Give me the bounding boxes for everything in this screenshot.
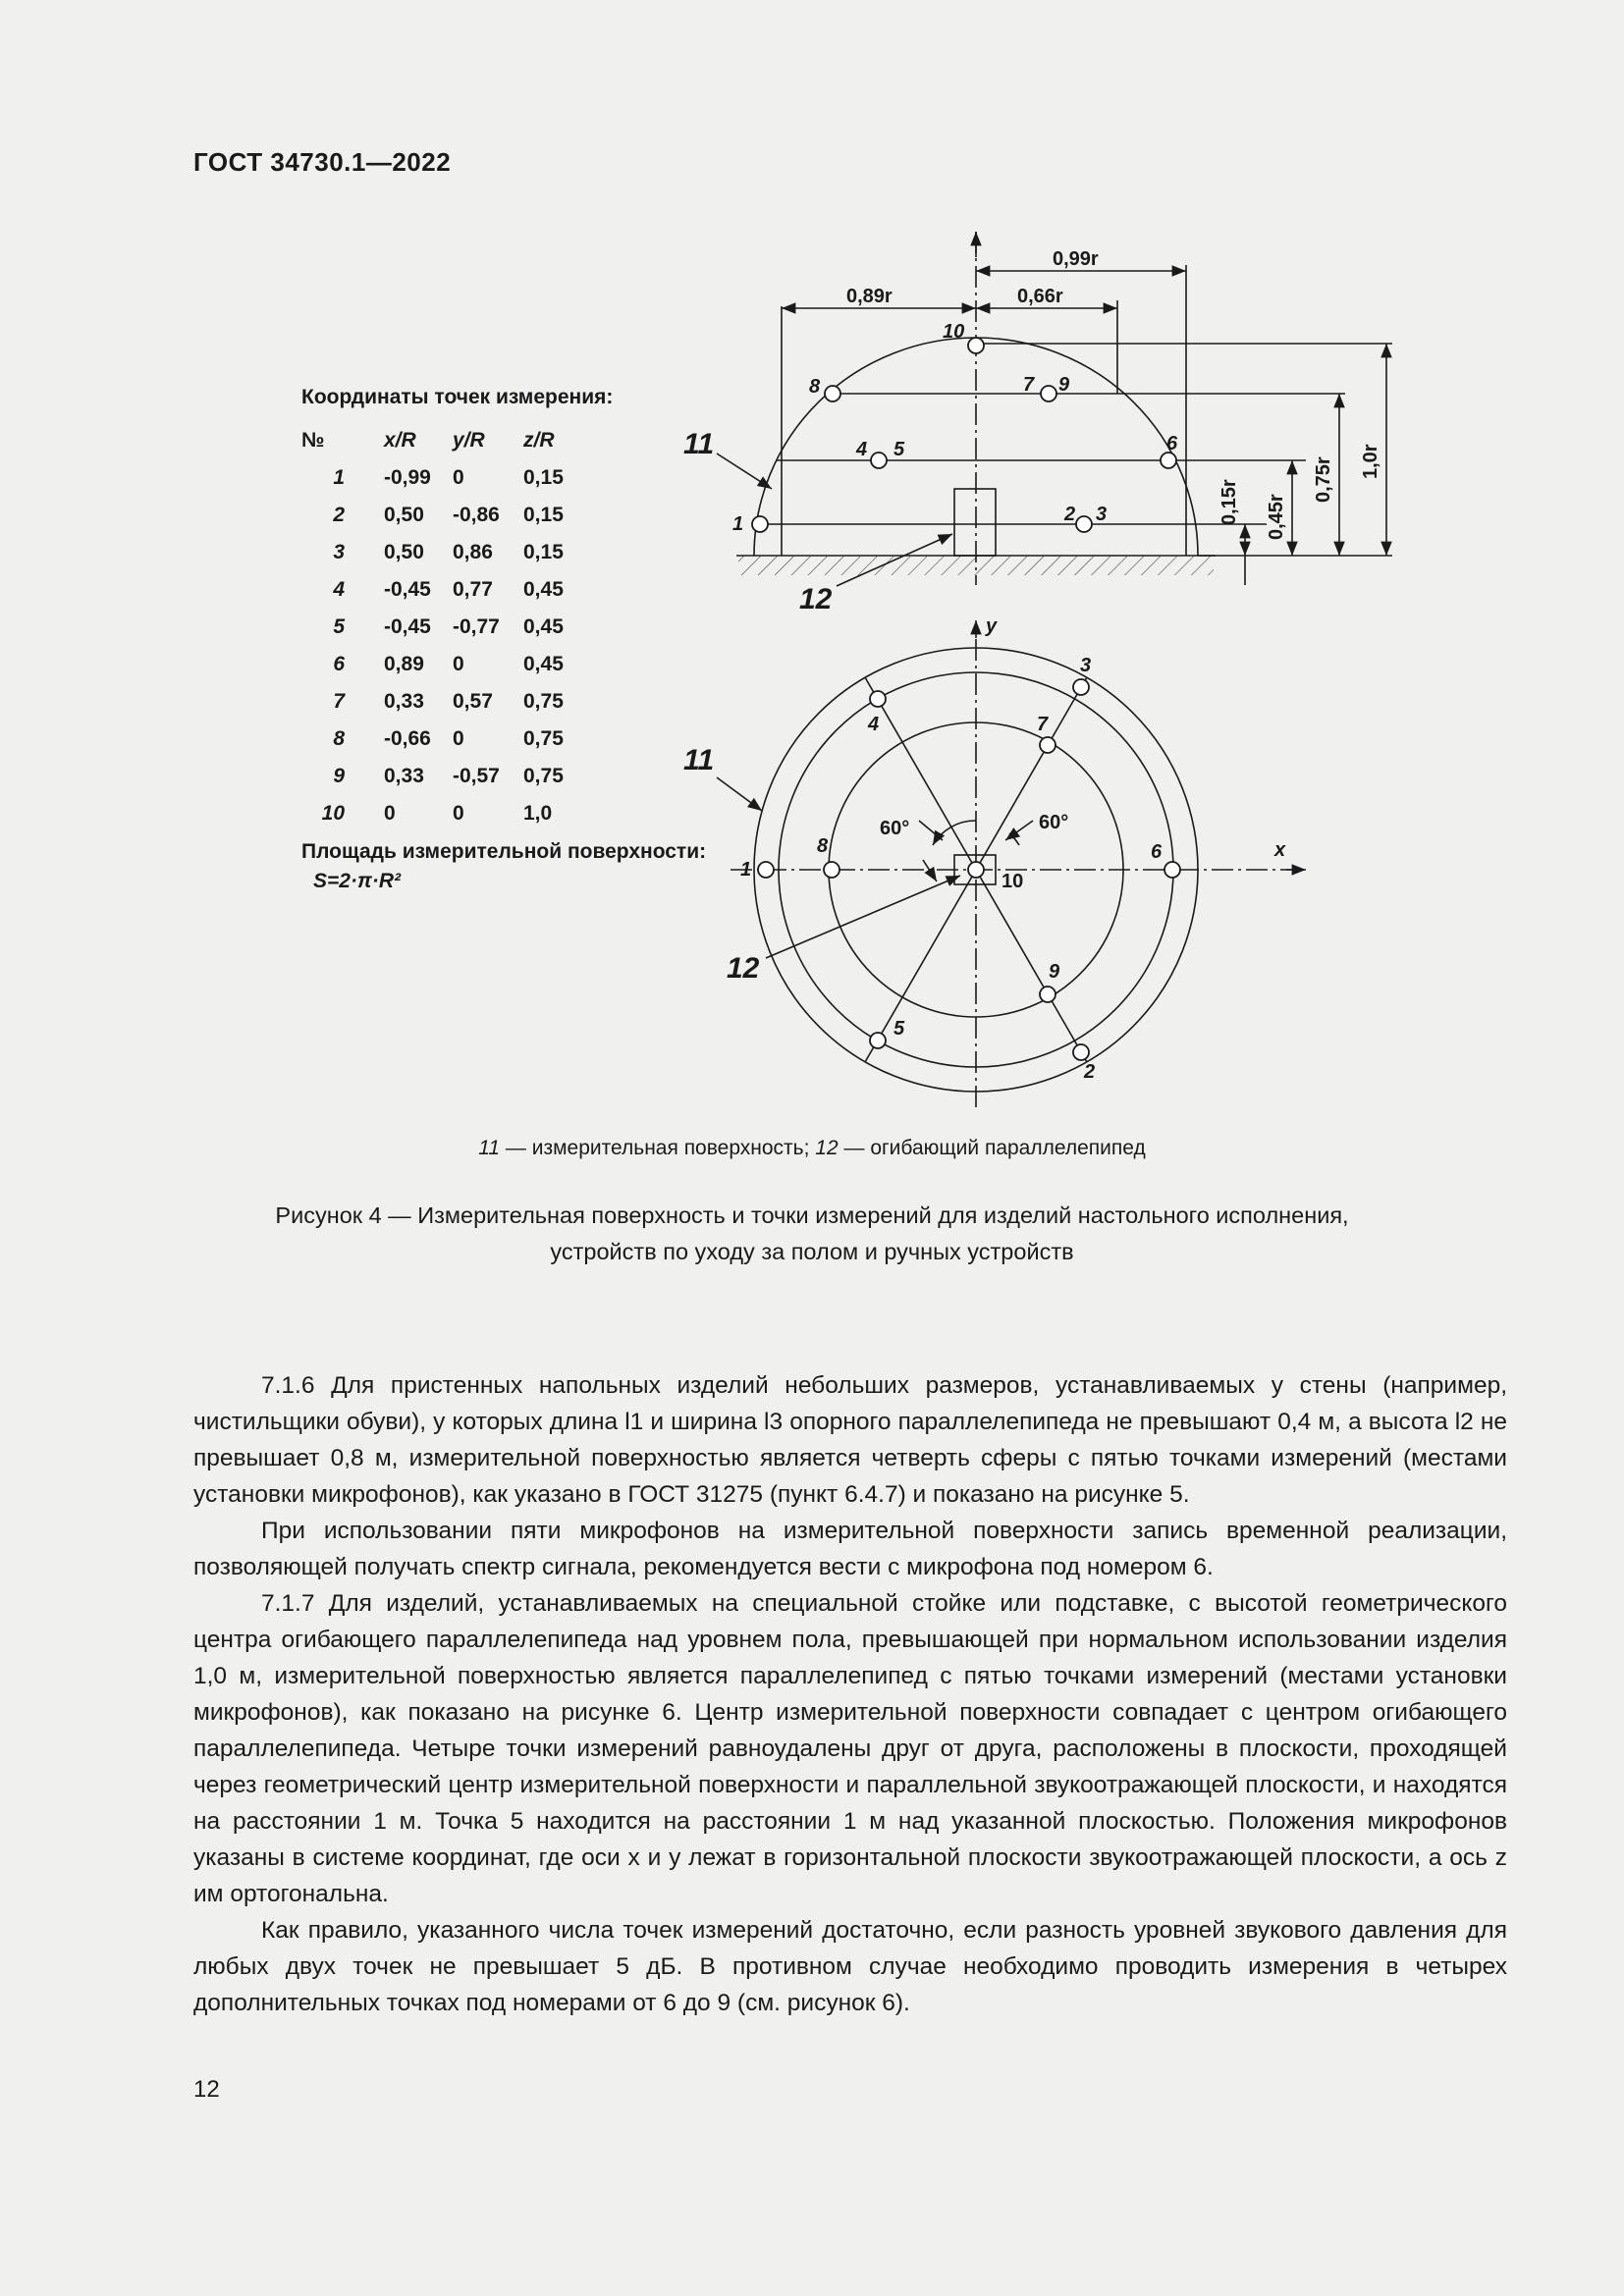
side-point-4-5 — [871, 453, 887, 468]
dim-label-099: 0,99r — [1053, 248, 1099, 270]
dim-label-100: 1,0r — [1360, 444, 1381, 479]
area-title: Площадь измерительной поверхности: — [301, 840, 707, 863]
top-point-4 — [870, 691, 886, 707]
col-z: z/R — [523, 429, 555, 452]
top-point-3 — [1073, 679, 1089, 695]
top-label-4: 4 — [868, 714, 880, 735]
y-axis-label: y — [986, 615, 998, 637]
top-label-8: 8 — [817, 835, 829, 857]
coord-x: 0,50 — [384, 541, 424, 563]
side-label-2: 2 — [1064, 504, 1076, 525]
side-point-10 — [968, 338, 984, 353]
figure-drawing — [0, 0, 1624, 1139]
coord-y: 0 — [453, 802, 464, 825]
point-number: 10 — [321, 802, 345, 825]
point-number: 2 — [333, 504, 345, 526]
coord-y: -0,77 — [453, 615, 500, 638]
top-view — [717, 620, 1306, 1107]
coord-x: -0,45 — [384, 578, 431, 601]
top-point-9 — [1040, 987, 1056, 1002]
top-label-1: 1 — [740, 859, 752, 881]
body-text — [193, 1367, 1507, 2021]
top-point-1 — [758, 862, 774, 878]
side-label-8: 8 — [809, 376, 821, 398]
side-label-3: 3 — [1096, 504, 1108, 525]
coord-z: 0,15 — [523, 466, 564, 489]
label-12-top: 12 — [727, 952, 760, 985]
label-11-side: 11 — [683, 428, 715, 460]
top-point-5 — [870, 1033, 886, 1048]
top-point-6 — [1164, 862, 1180, 878]
legend-11-key: 11 — [478, 1137, 501, 1159]
coord-z: 0,15 — [523, 541, 564, 563]
legend-12-key: 12 — [815, 1137, 839, 1159]
coord-x: -0,99 — [384, 466, 431, 489]
coord-z: 0,45 — [523, 578, 564, 601]
coord-x: -0,45 — [384, 615, 431, 638]
col-x: x/R — [384, 429, 416, 452]
side-label-7: 7 — [1023, 374, 1035, 396]
paragraph-7-1-6: 7.1.6 Для пристенных напольных изделий небольших размеров, устанавливаемых у стены (например, чистильщики обуви), у которых длина l1 и ширина l3 опорного параллелепипеда не превышают 0,4 м, а высота l2 не превышает 0,8 м, измерительной поверхностью является четверть сферы с пятью точками измерений (местами установки микрофонов), как указано в ГОСТ 31275 (пункт 6.4.7) и показано на рисунке 5. — [193, 1372, 1507, 1508]
paragraph-rule: Как правило, указанного числа точек измерений достаточно, если разность уровней звукового давления для любых двух точек не превышает 5 дБ. В противном случае необходимо проводить измерения в четырех дополнительных точках под номерами от 6 до 9 (см. рисунок 6). — [193, 1917, 1507, 2016]
coord-x: 0,33 — [384, 690, 424, 713]
dim-label-045: 0,45r — [1266, 494, 1287, 540]
top-label-2: 2 — [1084, 1061, 1096, 1083]
coord-y: 0 — [453, 653, 464, 675]
angle-label-right: 60° — [1039, 812, 1069, 833]
coord-z: 0,15 — [523, 504, 564, 526]
coord-z: 0,45 — [523, 653, 564, 675]
side-point-8 — [825, 386, 840, 401]
x-axis-label: x — [1274, 839, 1286, 861]
coord-z: 0,75 — [523, 690, 564, 713]
point-number: 1 — [333, 466, 345, 489]
coord-y: 0 — [453, 466, 464, 489]
top-point-2 — [1073, 1044, 1089, 1060]
leader-11-top — [717, 777, 762, 811]
side-label-1: 1 — [732, 513, 744, 535]
side-label-6: 6 — [1166, 433, 1178, 454]
coord-y: 0,77 — [453, 578, 493, 601]
caption-line-2: устройств по уходу за полом и ручных устройств — [550, 1239, 1074, 1264]
angle-label-left: 60° — [880, 818, 910, 839]
point-number: 3 — [333, 541, 345, 563]
paragraph-7-1-7: 7.1.7 Для изделий, устанавливаемых на специальной стойке или подставке, с высотой геометрического центра огибающего параллелепипеда над уровнем пола, превышающей при нормальном использовании изделия 1,0 м, измерительной поверхностью является параллелепипед с пятью точками измерений (местами установки микрофонов), как показано на рисунке 6. Центр измерительной поверхности совпадает с центром огибающего параллелепипеда. Четыре точки измерений равноудалены друг от друга, расположены в плоскости, проходящей через геометрический центр измерительной поверхности и параллельной звукоотражающей плоскости, и находятся на расстоянии 1 м. Точка 5 находится на расстоянии 1 м над указанной плоскостью. Положения микрофонов указаны в системе координат, где оси x и y лежат в горизонтальной плоскости звукоотражающей плоскости, а ось z им ортогональна. — [193, 1590, 1507, 1907]
dim-label-075: 0,75r — [1313, 456, 1334, 503]
coord-z: 0,45 — [523, 615, 564, 638]
coord-x: 0 — [384, 802, 396, 825]
coord-y: 0,57 — [453, 690, 493, 713]
leader-11-side — [717, 454, 772, 489]
coord-y: -0,86 — [453, 504, 500, 526]
top-label-9: 9 — [1049, 961, 1060, 983]
dim-label-015: 0,15r — [1218, 479, 1240, 525]
coord-z: 0,75 — [523, 727, 564, 750]
leader-12-top — [766, 876, 960, 958]
point-number: 7 — [333, 690, 345, 713]
caption-line-1: Рисунок 4 — Измерительная поверхность и точки измерений для изделий настольного исполнения, — [275, 1202, 1349, 1228]
figure-caption — [236, 1198, 1388, 1270]
top-point-7 — [1040, 737, 1056, 753]
side-label-9: 9 — [1058, 374, 1070, 396]
paragraph-microphones: При использовании пяти микрофонов на измерительной поверхности запись временной реализации, позволяющей получать спектр сигнала, рекомендуется вести с микрофона под номером 6. — [193, 1518, 1507, 1580]
col-y: y/R — [453, 429, 485, 452]
coord-z: 0,75 — [523, 765, 564, 787]
top-point-8 — [824, 862, 839, 878]
top-label-5: 5 — [893, 1018, 905, 1040]
coord-x: 0,33 — [384, 765, 424, 787]
top-label-3: 3 — [1080, 655, 1092, 676]
envelope-box-side — [954, 489, 996, 556]
coord-x: -0,66 — [384, 727, 431, 750]
figure-legend — [0, 1137, 1624, 1160]
angle-arc-right — [1009, 833, 1019, 845]
dim-label-066: 0,66r — [1017, 286, 1063, 307]
top-label-7: 7 — [1037, 714, 1049, 735]
coord-z: 1,0 — [523, 802, 553, 825]
top-label-6: 6 — [1151, 841, 1163, 863]
side-label-10: 10 — [943, 321, 965, 343]
coord-y: -0,57 — [453, 765, 500, 787]
coord-y: 0,86 — [453, 541, 493, 563]
area-formula: S=2·π·R² — [313, 870, 402, 892]
coord-x: 0,89 — [384, 653, 424, 675]
page-number: 12 — [193, 2076, 220, 2103]
point-number: 8 — [333, 727, 345, 750]
point-number: 4 — [333, 578, 345, 601]
point-number: 9 — [333, 765, 345, 787]
side-label-5: 5 — [893, 439, 905, 460]
point-number: 5 — [333, 615, 345, 638]
side-label-4: 4 — [856, 439, 868, 460]
top-view-labels — [683, 615, 1286, 1083]
side-point-1 — [752, 516, 768, 532]
side-point-2-3 — [1076, 516, 1092, 532]
dim-label-089: 0,89r — [846, 286, 893, 307]
side-point-6 — [1161, 453, 1176, 468]
coord-y: 0 — [453, 727, 464, 750]
label-12-side: 12 — [799, 583, 833, 615]
legend-11-text: — измерительная поверхность; — [500, 1137, 816, 1159]
coordinates-title: Координаты точек измерения: — [301, 386, 614, 408]
top-label-10: 10 — [1001, 871, 1024, 892]
side-point-7-9 — [1041, 386, 1056, 401]
label-11-top: 11 — [683, 744, 715, 776]
legend-12-text: — огибающий параллелепипед — [838, 1137, 1146, 1159]
col-number: № — [301, 429, 325, 452]
top-point-10 — [968, 862, 984, 878]
point-number: 6 — [333, 653, 345, 675]
page-header: ГОСТ 34730.1—2022 — [193, 147, 452, 177]
coord-x: 0,50 — [384, 504, 424, 526]
